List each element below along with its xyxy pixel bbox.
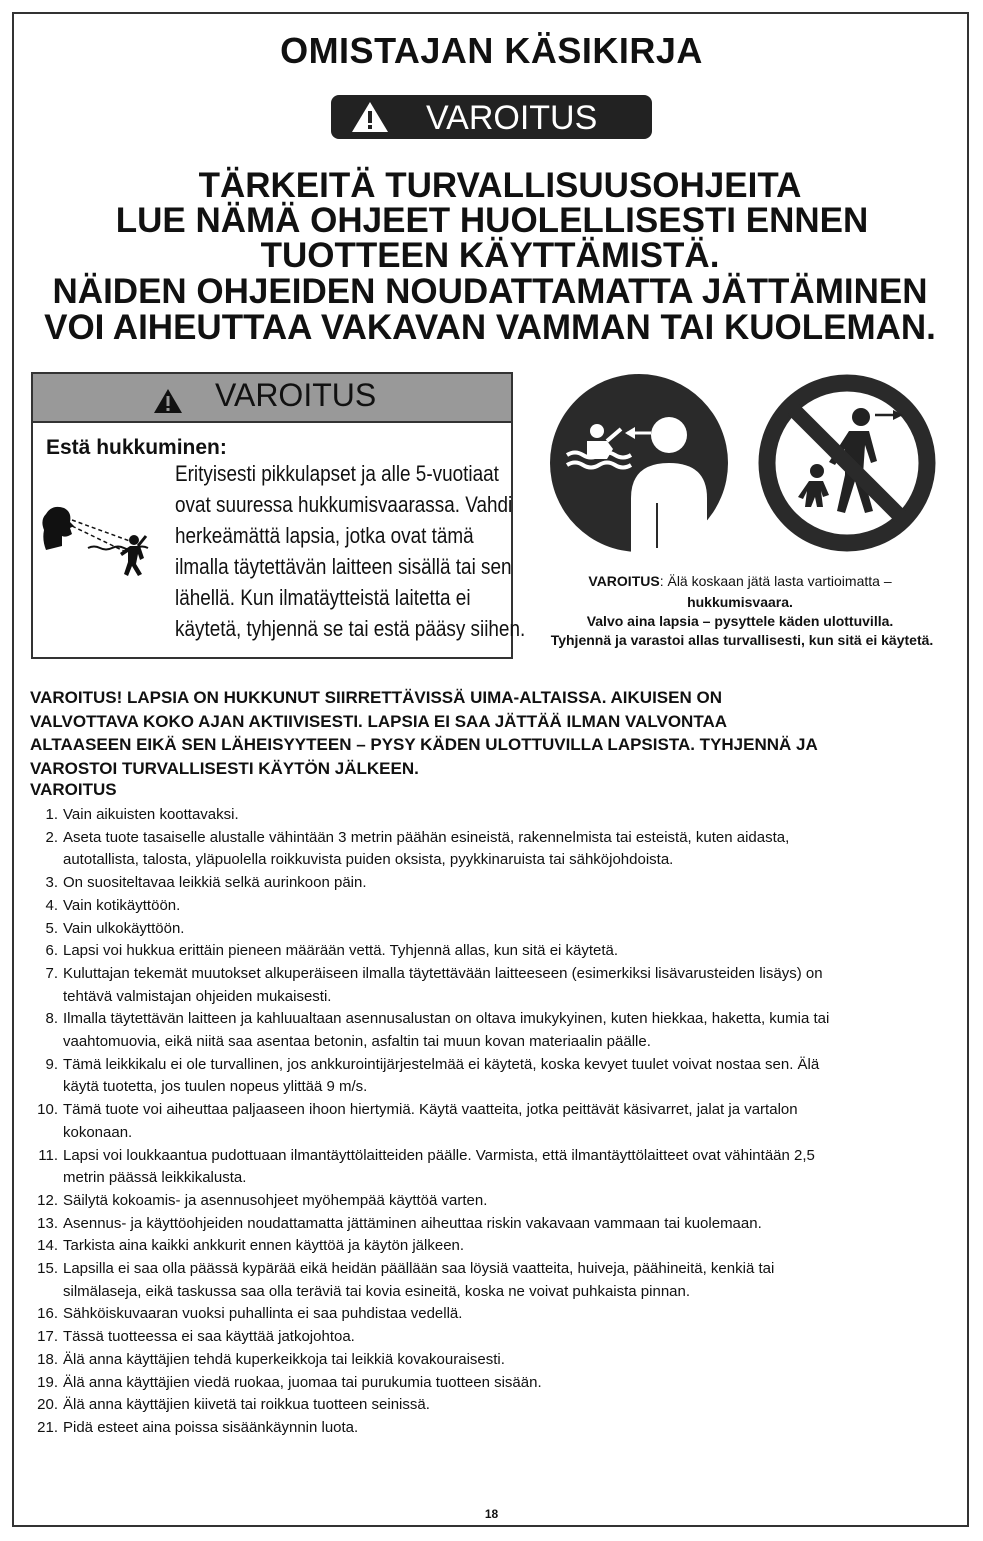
- list-item-line: autotallista, talosta, yläpuolella roikkuvista puiden oksista, pyykkinaruista tai sähköjohdoista.: [63, 851, 674, 869]
- list-item-text: [63, 1417, 948, 1440]
- list-item-number: 20.: [37, 1396, 58, 1414]
- list-item-number: 19.: [37, 1373, 58, 1391]
- warning-body-line: ilmalla täytettävän laitteen sisällä tai sen: [175, 554, 512, 579]
- list-item-number: 15.: [37, 1260, 58, 1278]
- drowning-warning-box: [31, 372, 526, 659]
- list-item: [28, 1008, 948, 1053]
- list-item: [28, 1213, 948, 1236]
- list-item-line: Lapsilla ei saa olla päässä kypärää eikä heidän päällään saa löysiä vaatteita, huiveja, päähineitä, kenkiä tai: [63, 1260, 775, 1278]
- list-item-text: [63, 1258, 948, 1303]
- list-item-line: Älä anna käyttäjien kiivetä tai roikkua tuotteen seinissä.: [63, 1396, 430, 1414]
- warning-triangle-icon: [153, 388, 183, 414]
- warning-box-subtitle: Estä hukkuminen:: [46, 436, 227, 459]
- list-item-text: [63, 872, 948, 895]
- list-item-line: Tarkista aina kaikki ankkurit ennen käyttöä ja käytön jälkeen.: [63, 1237, 465, 1255]
- list-item-line: Älä anna käyttäjien viedä ruokaa, juomaa tai purukumia tuotteen sisään.: [63, 1373, 542, 1391]
- list-item-number: 14.: [37, 1237, 58, 1255]
- supervise-child-sign-icon: [549, 373, 729, 553]
- sign-caption-line-2: hukkumisvaara.: [687, 594, 793, 610]
- list-item-text: [63, 1326, 948, 1349]
- list-item-text: [63, 1303, 948, 1326]
- list-item-number: 11.: [38, 1146, 58, 1164]
- list-item-number: 10.: [37, 1101, 58, 1119]
- list-item-number: 18.: [37, 1350, 58, 1368]
- alert-line: ALTAASEEN EIKÄ SEN LÄHEISYYTEEN – PYSY KÄDEN ULOTTUVILLA LAPSISTA. TYHJENNÄ JA: [30, 735, 818, 754]
- list-item-number: 12.: [37, 1191, 58, 1209]
- list-item-line: käytä tuotetta, jos tuulen nopeus ylittää 9 m/s.: [63, 1078, 368, 1096]
- warning-box-body: [175, 458, 526, 644]
- list-item: [28, 1099, 948, 1144]
- list-item-line: Aseta tuote tasaiselle alustalle vähintään 3 metrin päähän esineistä, rakennelmista tai esteistä, kuten aidasta,: [63, 828, 790, 846]
- page-title: OMISTAJAN KÄSIKIRJA: [280, 30, 703, 71]
- list-item-number: 5.: [45, 919, 58, 937]
- list-item-number: 7.: [45, 964, 58, 982]
- list-item-line: vaahtomuovia, eikä niitä saa asentaa betonin, asfaltin tai muun kovan materiaalin päälle.: [63, 1033, 651, 1051]
- list-item-text: [63, 1190, 948, 1213]
- list-item-line: Lapsi voi loukkaantua pudottuaan ilmantäyttölaitteiden päälle. Varmista, että ilmantäyttölaitteet ovat vähintään 2,5: [63, 1146, 815, 1164]
- list-item: [28, 1235, 948, 1258]
- page-number: 18: [484, 1507, 499, 1521]
- warning-list: [28, 804, 948, 1440]
- list-item: [28, 940, 948, 963]
- no-leaving-child-prohibition-icon: [757, 373, 937, 553]
- sign-caption-rest: : Älä koskaan jätä lasta vartioimatta –: [659, 573, 892, 589]
- headline-line-5: VOI AIHEUTTAA VAKAVAN VAMMAN TAI KUOLEMAN.: [44, 308, 936, 347]
- list-item: [28, 1372, 948, 1395]
- list-item-line: Älä anna käyttäjien tehdä kuperkeikkoja tai leikkiä kovakouraisesti.: [63, 1350, 505, 1368]
- list-item: [28, 895, 948, 918]
- list-item: [28, 1258, 948, 1303]
- list-item-line: Pidä esteet aina poissa sisäänkäynnin luota.: [63, 1418, 359, 1436]
- list-item-text: [63, 1008, 948, 1053]
- sign-caption-line-3: Valvo aina lapsia – pysyttele käden ulottuvilla.: [586, 613, 894, 629]
- list-item-line: Asennus- ja käyttöohjeiden noudattamatta jättäminen aiheuttaa riskin vakavaan vammaan tai kuolemaan.: [63, 1214, 762, 1232]
- list-item-line: Vain ulkokäyttöön.: [63, 919, 185, 937]
- list-item: [28, 872, 948, 895]
- list-item-number: 2.: [45, 828, 58, 846]
- list-item: [28, 1190, 948, 1213]
- warning-body-line: käytetä, tyhjennä se tai estä pääsy siihen.: [175, 616, 526, 641]
- supervising-parent-pictogram: [38, 504, 168, 584]
- list-item-text: [63, 963, 948, 1008]
- list-item: [28, 1054, 948, 1099]
- list-item-line: Ilmalla täytettävän laitteen ja kahluualtaan asennusalustan on oltava imukykyinen, kuten hiekkaa, haketta, kumia tai: [63, 1010, 830, 1028]
- warning-body-line: herkeämättä lapsia, jotka ovat tämä: [175, 523, 474, 548]
- list-item-line: Säilytä kokoamis- ja asennusohjeet myöhempää käyttöä varten.: [63, 1191, 488, 1209]
- warning-body-line: lähellä. Kun ilmatäytteistä laitetta ei: [175, 585, 471, 610]
- list-item-line: Tässä tuotteessa ei saa käyttää jatkojohtoa.: [63, 1328, 355, 1346]
- list-item: [28, 1326, 948, 1349]
- list-item-line: Lapsi voi hukkua erittäin pieneen määrään vettä. Tyhjennä allas, kun sitä ei käytetä.: [63, 942, 619, 960]
- list-item-text: [63, 940, 948, 963]
- list-item-number: 16.: [37, 1305, 58, 1323]
- list-item-line: silmälaseja, eikä taskussa saa olla teräviä tai kovia esineitä, koska ne voivat puhkaista pinnan.: [63, 1282, 691, 1300]
- list-item-text: [63, 895, 948, 918]
- list-item-text: [63, 1145, 948, 1190]
- list-item-line: Sähköiskuvaaran vuoksi puhallinta ei saa puhdistaa vedellä.: [63, 1305, 463, 1323]
- list-item-number: 1.: [45, 806, 58, 823]
- list-item-line: Tämä leikkikalu ei ole turvallinen, jos ankkurointijärjestelmää ei käytetä, koska kevyet tuulet voivat nostaa sen. Älä: [63, 1055, 820, 1073]
- warning-body-line: ovat suuressa hukkumisvaarassa. Vahdi: [175, 492, 513, 517]
- list-item-text: [63, 804, 948, 827]
- warning-box-header: [33, 374, 511, 423]
- list-item-number: 9.: [45, 1055, 58, 1073]
- alert-line: VAROSTOI TURVALLISESTI KÄYTÖN JÄLKEEN.: [30, 758, 419, 778]
- sign-caption-line-4: Tyhjennä ja varastoi allas turvallisesti, kun sitä ei käytetä.: [550, 632, 934, 648]
- headline-line-1: TÄRKEITÄ TURVALLISUUSOHJEITA: [198, 166, 802, 205]
- list-item-number: 8.: [45, 1010, 58, 1028]
- list-item-text: [63, 1235, 948, 1258]
- list-item: [28, 963, 948, 1008]
- list-item-text: [63, 1372, 948, 1395]
- list-item-number: 6.: [45, 942, 58, 960]
- warning-box-title: VAROITUS: [215, 377, 377, 413]
- list-item-line: Kuluttajan tekemät muutokset alkuperäiseen ilmalla täytettävään laitteeseen (esimerkiksi lisävarusteiden lisäys) on: [63, 964, 823, 982]
- list-item-line: metrin päässä leikkikalusta.: [63, 1169, 247, 1187]
- list-item-text: [63, 1054, 948, 1099]
- list-item-text: [63, 918, 948, 941]
- list-item-number: 13.: [37, 1214, 58, 1232]
- list-item-text: [63, 827, 948, 872]
- drowning-alert-paragraph: [30, 686, 960, 780]
- headline-line-3: TUOTTEEN KÄYTTÄMISTÄ.: [260, 236, 720, 275]
- list-item: [28, 1145, 948, 1190]
- headline-line-4: NÄIDEN OHJEIDEN NOUDATTAMATTA JÄTTÄMINEN: [52, 272, 928, 311]
- list-item-number: 4.: [45, 896, 58, 914]
- list-item-number: 17.: [37, 1328, 58, 1346]
- warning-badge: [331, 95, 652, 139]
- list-item-number: 3.: [45, 874, 58, 892]
- list-item-line: On suositeltavaa leikkiä selkä aurinkoon päin.: [63, 874, 367, 892]
- list-item: [28, 827, 948, 872]
- list-item-line: tehtävä valmistajan ohjeiden mukaisesti.: [63, 987, 332, 1005]
- list-item-number: 21.: [37, 1418, 58, 1436]
- list-item: [28, 1349, 948, 1372]
- list-item-text: [63, 1349, 948, 1372]
- list-item: [28, 1303, 948, 1326]
- badge-label: VAROITUS: [426, 99, 598, 137]
- list-item: [28, 1394, 948, 1417]
- list-heading: VAROITUS: [30, 780, 117, 799]
- list-item-text: [63, 1394, 948, 1417]
- list-item-line: Vain aikuisten koottavaksi.: [63, 806, 239, 823]
- list-item: [28, 1417, 948, 1440]
- sign-caption-prefix: VAROITUS: [588, 573, 660, 589]
- list-item: [28, 804, 948, 827]
- warning-triangle-icon: [351, 101, 389, 133]
- list-item-line: kokonaan.: [63, 1123, 133, 1141]
- list-item-text: [63, 1099, 948, 1144]
- list-item-line: Vain kotikäyttöön.: [63, 896, 181, 914]
- headline-line-2: LUE NÄMÄ OHJEET HUOLELLISESTI ENNEN: [115, 201, 869, 240]
- list-item-line: Tämä tuote voi aiheuttaa paljaaseen ihoon hiertymiä. Käytä vaatteita, jotka peittävät käsivarret, jalat ja vartalon: [63, 1101, 798, 1119]
- alert-line: VALVOTTAVA KOKO AJAN AKTIIVISESTI. LAPSIA EI SAA JÄTTÄÄ ILMAN VALVONTAA: [30, 711, 728, 731]
- list-item-text: [63, 1213, 948, 1236]
- warning-body-line: Erityisesti pikkulapset ja alle 5-vuotiaat: [175, 461, 499, 486]
- alert-line: VAROITUS! LAPSIA ON HUKKUNUT SIIRRETTÄVISSÄ UIMA-ALTAISSA. AIKUISEN ON: [30, 688, 722, 707]
- list-item: [28, 918, 948, 941]
- sign-caption-line-1: [520, 572, 960, 591]
